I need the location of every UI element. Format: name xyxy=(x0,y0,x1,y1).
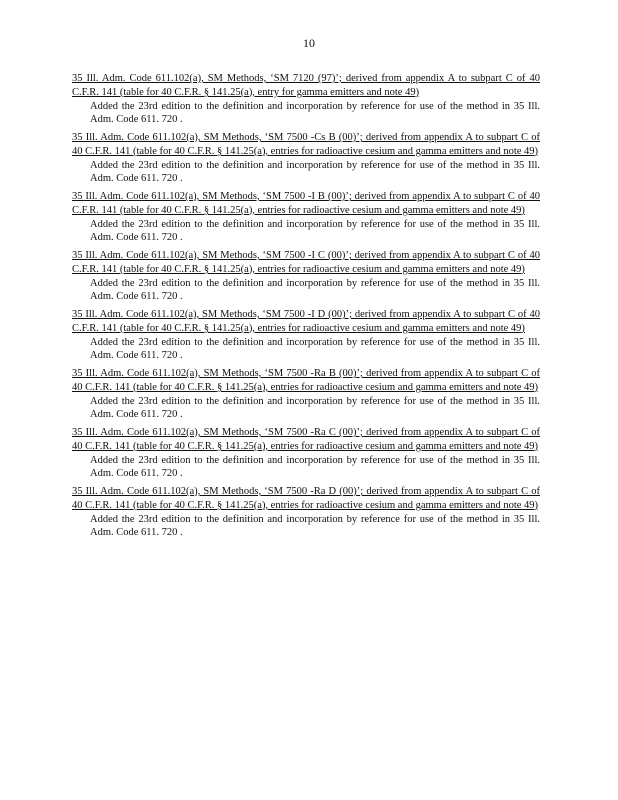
amendment-entry xyxy=(72,426,540,481)
amendment-entry xyxy=(72,249,540,304)
entry-citation: 35 Ill. Adm. Code 611.102(a), SM Methods, ‘SM 7500 -I C (00)’; derived from appendix A to subpart C of 40 C.F.R. 141 (table for 40 C.F.R. § 141.25(a), entries for radioactive cesium and gamma emitters and note 49) xyxy=(72,250,540,275)
entry-citation: 35 Ill. Adm. Code 611.102(a), SM Methods, ‘SM 7120 (97)’; derived from appendix A to subpart C of 40 C.F.R. 141 (table for 40 C.F.R. § 141.25(a), entry for gamma emitters and note 49) xyxy=(72,73,540,98)
amendment-entry xyxy=(72,131,540,186)
entry-note: Added the 23rd edition to the definition and incorporation by reference for use of the method in 35 Ill. Adm. Code 611. 720 . xyxy=(90,159,540,185)
entry-note: Added the 23rd edition to the definition and incorporation by reference for use of the method in 35 Ill. Adm. Code 611. 720 . xyxy=(90,218,540,244)
entry-citation: 35 Ill. Adm. Code 611.102(a), SM Methods, ‘SM 7500 -Ra B (00)’; derived from appendix A to subpart C of 40 C.F.R. 141 (table for 40 C.F.R. § 141.25(a), entries for radioactive cesium and gamma emitters and note 49) xyxy=(72,368,540,393)
entry-note: Added the 23rd edition to the definition and incorporation by reference for use of the method in 35 Ill. Adm. Code 611. 720 . xyxy=(90,277,540,303)
amendment-entry xyxy=(72,72,540,127)
entry-citation: 35 Ill. Adm. Code 611.102(a), SM Methods, ‘SM 7500 -Cs B (00)’; derived from appendix A to subpart C of 40 C.F.R. 141 (table for 40 C.F.R. § 141.25(a), entries for radioactive cesium and gamma emitters and note 49) xyxy=(72,132,540,157)
amendment-entry xyxy=(72,308,540,363)
entry-note: Added the 23rd edition to the definition and incorporation by reference for use of the method in 35 Ill. Adm. Code 611. 720 . xyxy=(90,513,540,539)
entry-note: Added the 23rd edition to the definition and incorporation by reference for use of the method in 35 Ill. Adm. Code 611. 720 . xyxy=(90,395,540,421)
amendment-entry xyxy=(72,367,540,422)
page-number: 10 xyxy=(303,36,315,50)
amendment-list xyxy=(72,72,540,544)
amendment-entry xyxy=(72,485,540,540)
entry-citation: 35 Ill. Adm. Code 611.102(a), SM Methods, ‘SM 7500 -I D (00)’; derived from appendix A to subpart C of 40 C.F.R. 141 (table for 40 C.F.R. § 141.25(a), entries for radioactive cesium and gamma emitters and note 49) xyxy=(72,309,540,334)
entry-citation: 35 Ill. Adm. Code 611.102(a), SM Methods, ‘SM 7500 -Ra D (00)’; derived from appendix A to subpart C of 40 C.F.R. 141 (table for 40 C.F.R. § 141.25(a), entries for radioactive cesium and gamma emitters and note 49) xyxy=(72,486,540,511)
amendment-entry xyxy=(72,190,540,245)
entry-citation: 35 Ill. Adm. Code 611.102(a), SM Methods, ‘SM 7500 -I B (00)’; derived from appendix A to subpart C of 40 C.F.R. 141 (table for 40 C.F.R. § 141.25(a), entries for radioactive cesium and gamma emitters and note 49) xyxy=(72,191,540,216)
entry-note: Added the 23rd edition to the definition and incorporation by reference for use of the method in 35 Ill. Adm. Code 611. 720 . xyxy=(90,100,540,126)
entry-note: Added the 23rd edition to the definition and incorporation by reference for use of the method in 35 Ill. Adm. Code 611. 720 . xyxy=(90,454,540,480)
entry-note: Added the 23rd edition to the definition and incorporation by reference for use of the method in 35 Ill. Adm. Code 611. 720 . xyxy=(90,336,540,362)
entry-citation: 35 Ill. Adm. Code 611.102(a), SM Methods, ‘SM 7500 -Ra C (00)’; derived from appendix A to subpart C of 40 C.F.R. 141 (table for 40 C.F.R. § 141.25(a), entries for radioactive cesium and gamma emitters and note 49) xyxy=(72,427,540,452)
